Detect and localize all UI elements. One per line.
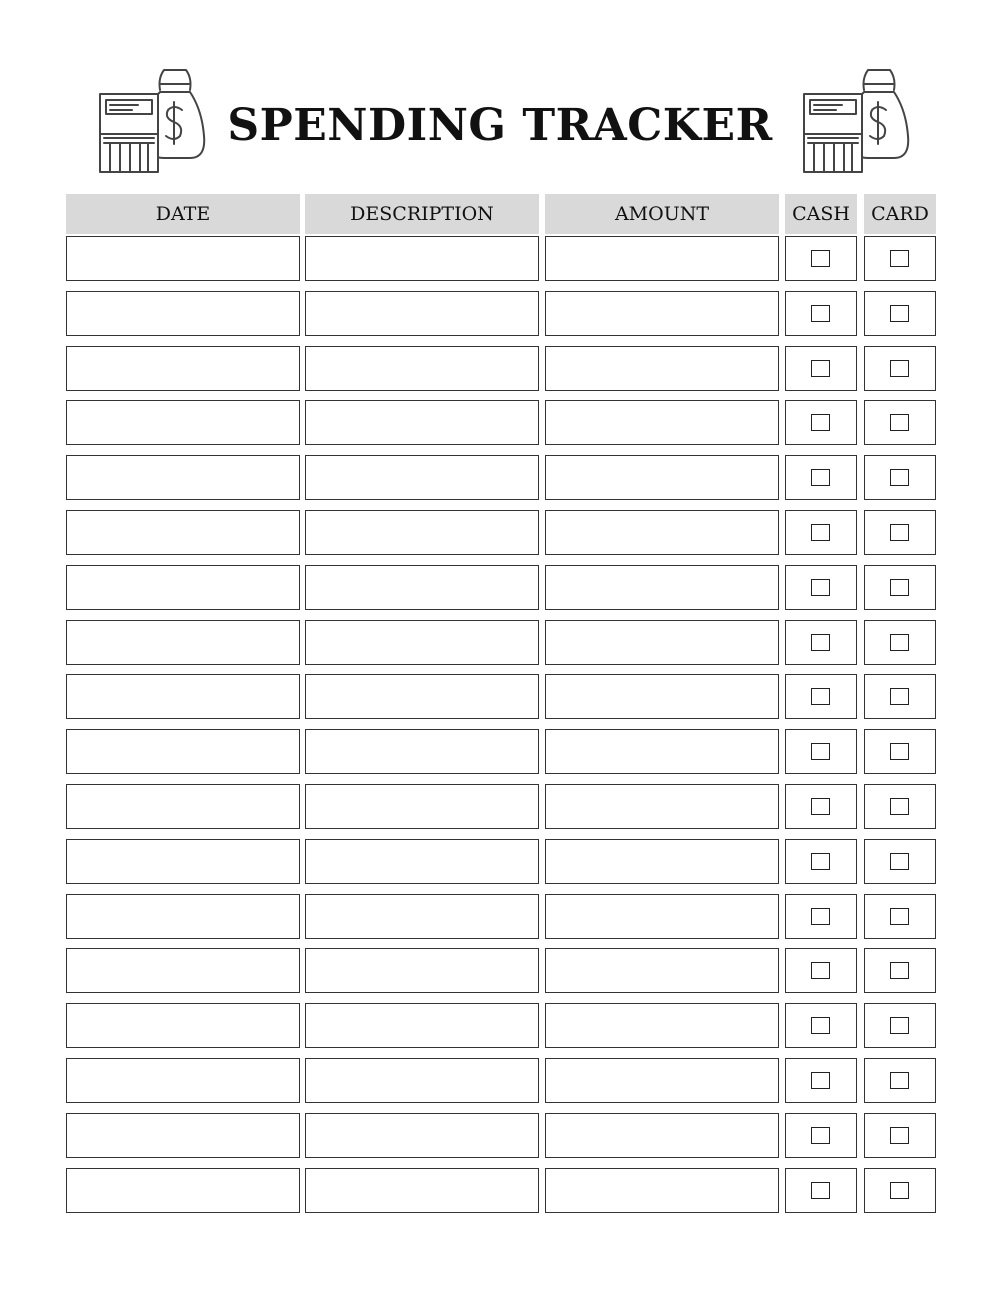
amount-field[interactable] <box>545 1003 779 1048</box>
cash-cell <box>785 839 857 884</box>
card-checkbox[interactable] <box>890 634 909 651</box>
card-cell <box>864 1003 936 1048</box>
description-field[interactable] <box>305 346 539 391</box>
card-cell <box>864 455 936 500</box>
column-header-cash: CASH <box>785 194 857 234</box>
card-cell <box>864 291 936 336</box>
cash-checkbox[interactable] <box>811 1072 830 1089</box>
date-field[interactable] <box>66 1168 300 1213</box>
card-cell <box>864 784 936 829</box>
card-checkbox[interactable] <box>890 962 909 979</box>
card-checkbox[interactable] <box>890 798 909 815</box>
cash-cell <box>785 236 857 281</box>
cash-cell <box>785 1058 857 1103</box>
date-field[interactable] <box>66 948 300 993</box>
card-checkbox[interactable] <box>890 908 909 925</box>
card-checkbox[interactable] <box>890 524 909 541</box>
description-field[interactable] <box>305 291 539 336</box>
card-checkbox[interactable] <box>890 743 909 760</box>
card-checkbox[interactable] <box>890 469 909 486</box>
cash-cell <box>785 565 857 610</box>
card-cell <box>864 729 936 774</box>
amount-field[interactable] <box>545 565 779 610</box>
cash-cell <box>785 346 857 391</box>
date-field[interactable] <box>66 894 300 939</box>
description-field[interactable] <box>305 948 539 993</box>
amount-field[interactable] <box>545 455 779 500</box>
amount-field[interactable] <box>545 1168 779 1213</box>
description-field[interactable] <box>305 784 539 829</box>
card-checkbox[interactable] <box>890 250 909 267</box>
description-field[interactable] <box>305 510 539 555</box>
card-checkbox[interactable] <box>890 1017 909 1034</box>
date-field[interactable] <box>66 346 300 391</box>
date-field[interactable] <box>66 784 300 829</box>
column-header-description: DESCRIPTION <box>305 194 539 234</box>
column-header-card: CARD <box>864 194 936 234</box>
card-checkbox[interactable] <box>890 579 909 596</box>
description-field[interactable] <box>305 236 539 281</box>
card-cell <box>864 346 936 391</box>
date-field[interactable] <box>66 1113 300 1158</box>
cash-checkbox[interactable] <box>811 1127 830 1144</box>
card-checkbox[interactable] <box>890 360 909 377</box>
amount-field[interactable] <box>545 510 779 555</box>
cash-cell <box>785 1168 857 1213</box>
description-field[interactable] <box>305 729 539 774</box>
date-field[interactable] <box>66 1058 300 1103</box>
card-checkbox[interactable] <box>890 1072 909 1089</box>
description-field[interactable] <box>305 1003 539 1048</box>
cash-checkbox[interactable] <box>811 305 830 322</box>
card-checkbox[interactable] <box>890 1182 909 1199</box>
cash-cell <box>785 729 857 774</box>
date-field[interactable] <box>66 674 300 719</box>
cash-cell <box>785 1113 857 1158</box>
cash-cell <box>785 291 857 336</box>
cash-checkbox[interactable] <box>811 962 830 979</box>
date-field[interactable] <box>66 565 300 610</box>
card-cell <box>864 565 936 610</box>
page-title: SPENDING TRACKER <box>227 100 773 151</box>
description-field[interactable] <box>305 1113 539 1158</box>
card-cell <box>864 510 936 555</box>
date-field[interactable] <box>66 510 300 555</box>
amount-field[interactable] <box>545 236 779 281</box>
card-checkbox[interactable] <box>890 1127 909 1144</box>
card-cell <box>864 1058 936 1103</box>
description-field[interactable] <box>305 839 539 884</box>
card-cell <box>864 948 936 993</box>
cash-cell <box>785 400 857 445</box>
amount-field[interactable] <box>545 1113 779 1158</box>
card-checkbox[interactable] <box>890 853 909 870</box>
card-cell <box>864 674 936 719</box>
amount-field[interactable] <box>545 291 779 336</box>
description-field[interactable] <box>305 455 539 500</box>
date-field[interactable] <box>66 1003 300 1048</box>
cash-cell <box>785 948 857 993</box>
amount-field[interactable] <box>545 674 779 719</box>
amount-field[interactable] <box>545 784 779 829</box>
amount-field[interactable] <box>545 1058 779 1103</box>
description-field[interactable] <box>305 1168 539 1213</box>
description-field[interactable] <box>305 400 539 445</box>
card-cell <box>864 894 936 939</box>
column-header-date: DATE <box>66 194 300 234</box>
date-field[interactable] <box>66 839 300 884</box>
cash-checkbox[interactable] <box>811 634 830 651</box>
cash-cell <box>785 1003 857 1048</box>
cash-cell <box>785 510 857 555</box>
cash-checkbox[interactable] <box>811 469 830 486</box>
description-field[interactable] <box>305 565 539 610</box>
date-field[interactable] <box>66 400 300 445</box>
card-cell <box>864 839 936 884</box>
cash-checkbox[interactable] <box>811 250 830 267</box>
cash-cell <box>785 894 857 939</box>
amount-field[interactable] <box>545 948 779 993</box>
cash-checkbox[interactable] <box>811 524 830 541</box>
cash-cell <box>785 674 857 719</box>
cash-checkbox[interactable] <box>811 908 830 925</box>
cash-checkbox[interactable] <box>811 414 830 431</box>
cash-checkbox[interactable] <box>811 1017 830 1034</box>
card-cell <box>864 1168 936 1213</box>
amount-field[interactable] <box>545 839 779 884</box>
date-field[interactable] <box>66 236 300 281</box>
amount-field[interactable] <box>545 620 779 665</box>
cash-checkbox[interactable] <box>811 743 830 760</box>
date-field[interactable] <box>66 620 300 665</box>
cash-checkbox[interactable] <box>811 798 830 815</box>
description-field[interactable] <box>305 894 539 939</box>
amount-field[interactable] <box>545 400 779 445</box>
card-cell <box>864 620 936 665</box>
date-field[interactable] <box>66 291 300 336</box>
card-cell <box>864 236 936 281</box>
cash-cell <box>785 784 857 829</box>
description-field[interactable] <box>305 620 539 665</box>
card-checkbox[interactable] <box>890 414 909 431</box>
cash-checkbox[interactable] <box>811 853 830 870</box>
card-checkbox[interactable] <box>890 688 909 705</box>
card-checkbox[interactable] <box>890 305 909 322</box>
cash-checkbox[interactable] <box>811 1182 830 1199</box>
card-cell <box>864 400 936 445</box>
cash-checkbox[interactable] <box>811 360 830 377</box>
description-field[interactable] <box>305 1058 539 1103</box>
amount-field[interactable] <box>545 729 779 774</box>
cash-cell <box>785 455 857 500</box>
date-field[interactable] <box>66 729 300 774</box>
date-field[interactable] <box>66 455 300 500</box>
column-header-amount: AMOUNT <box>545 194 779 234</box>
amount-field[interactable] <box>545 894 779 939</box>
description-field[interactable] <box>305 674 539 719</box>
amount-field[interactable] <box>545 346 779 391</box>
cash-cell <box>785 620 857 665</box>
cash-checkbox[interactable] <box>811 688 830 705</box>
cash-checkbox[interactable] <box>811 579 830 596</box>
card-cell <box>864 1113 936 1158</box>
